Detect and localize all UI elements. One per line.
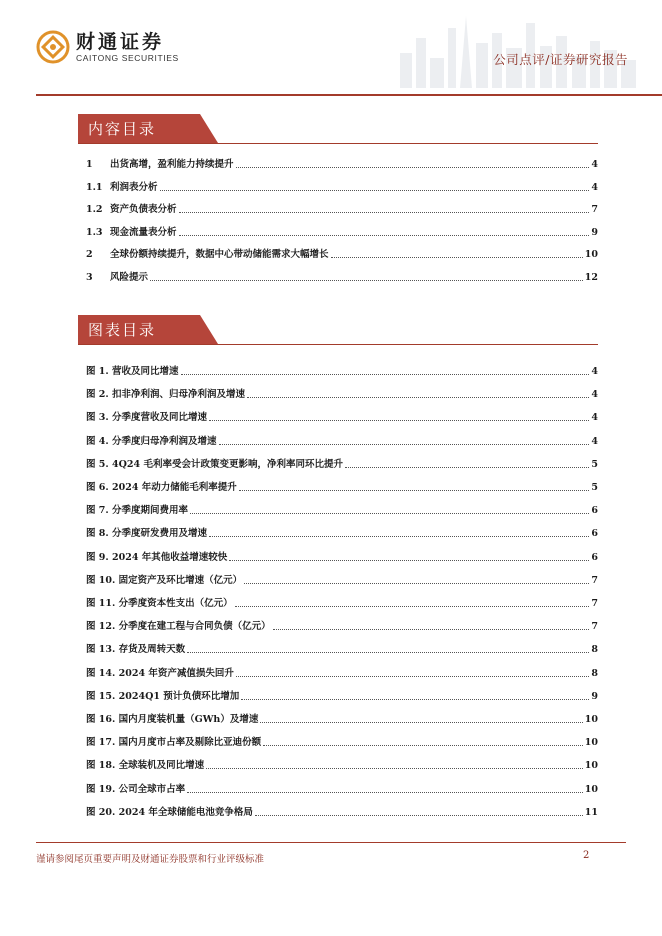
city-skyline-decoration (380, 8, 662, 88)
toc-item[interactable] (86, 223, 598, 239)
figure-item-page: 11 (584, 806, 598, 818)
leader-dots (209, 420, 589, 421)
leader-dots (150, 280, 583, 281)
figure-item[interactable] (86, 548, 598, 564)
figure-item-page: 10 (584, 714, 598, 725)
leader-dots (244, 583, 589, 584)
figure-item[interactable] (86, 687, 598, 703)
brand-name-en: CAITONG SECURITIES (76, 52, 179, 63)
toc-item-page: 9 (591, 226, 598, 238)
figure-item-title: 图 19. 公司全球市占率 (86, 783, 186, 795)
toc-item[interactable] (86, 245, 598, 261)
leader-dots (241, 699, 589, 700)
figure-item[interactable] (86, 478, 598, 494)
figure-item[interactable] (86, 571, 598, 587)
figure-item-page: 10 (584, 783, 598, 795)
figure-item-title: 图 5. 4Q24 毛利率受会计政策变更影响，净利率同环比提升 (86, 458, 343, 470)
figure-item-page: 4 (591, 412, 598, 424)
toc-item-title: 风险提示 (110, 272, 149, 283)
figure-item[interactable] (86, 408, 598, 424)
figure-item-title: 图 20. 2024 年全球储能电池竞争格局 (86, 806, 253, 818)
figure-item-page: 8 (591, 667, 598, 679)
figure-item-page: 6 (591, 505, 598, 517)
figure-item-page: 6 (591, 551, 598, 563)
figure-item-title: 图 9. 2024 年其他收益增速较快 (86, 551, 228, 563)
leader-dots (255, 815, 583, 816)
figure-item-title: 图 14. 2024 年资产减值损失回升 (86, 667, 234, 679)
figure-item-page: 10 (584, 760, 598, 772)
figure-item-title: 图 10. 固定资产及环比增速（亿元） (86, 574, 243, 586)
toc-item-title: 利润表分析 (110, 181, 158, 193)
toc-item-title: 全球份额持续提升，数据中心带动储能需求大幅增长 (110, 249, 329, 261)
leader-dots (179, 235, 590, 236)
figure-item-page: 10 (584, 737, 598, 749)
toc-item-number: 1.3 (86, 226, 103, 238)
toc-item[interactable] (86, 200, 598, 216)
toc-item-number: 1 (86, 159, 93, 170)
figure-item-title: 图 2. 扣非净利润、归母净利润及增速 (86, 389, 246, 401)
figure-item-title: 图 12. 分季度在建工程与合同负债（亿元） (86, 621, 271, 633)
figure-item[interactable] (86, 362, 598, 378)
caitong-logo-icon (36, 30, 70, 64)
leader-dots (235, 606, 590, 607)
leader-dots (345, 467, 589, 468)
figure-item-title: 图 7. 分季度期间费用率 (86, 505, 189, 517)
figures-banner (78, 315, 598, 345)
figure-item-title: 图 6. 2024 年动力储能毛利率提升 (86, 482, 237, 493)
figure-item[interactable] (86, 432, 598, 448)
figure-item[interactable] (86, 803, 598, 819)
figure-item-page: 8 (591, 644, 598, 656)
toc-item-number: 1.1 (86, 181, 103, 193)
figure-item-page: 7 (591, 574, 598, 586)
leader-dots (247, 397, 589, 398)
figure-item-page: 9 (591, 690, 598, 702)
figure-item-page: 4 (591, 366, 598, 377)
figure-item[interactable] (86, 710, 598, 726)
toc-item-page: 10 (584, 249, 598, 261)
figure-item-title: 图 18. 全球装机及同比增速 (86, 760, 205, 772)
leader-dots (179, 212, 590, 213)
figure-item-title: 图 17. 国内月度市占率及剔除比亚迪份额 (86, 737, 262, 749)
leader-dots (181, 374, 590, 375)
toc-item[interactable] (86, 155, 598, 171)
toc-item-title: 现金流量表分析 (110, 226, 177, 238)
brand-logo (36, 30, 179, 64)
figure-item[interactable] (86, 501, 598, 517)
leader-dots (239, 490, 590, 491)
toc-item-number: 3 (86, 272, 93, 283)
page-header (0, 0, 662, 96)
figure-item[interactable] (86, 617, 598, 633)
figure-item-page: 6 (591, 528, 598, 540)
figure-item-title: 图 3. 分季度营收及同比增速 (86, 412, 208, 424)
figure-item-title: 图 8. 分季度研发费用及增速 (86, 528, 208, 540)
leader-dots (187, 652, 589, 653)
footer-disclaimer: 谨请参阅尾页重要声明及财通证券股票和行业评级标准 (36, 854, 265, 865)
figure-item[interactable] (86, 385, 598, 401)
figure-item[interactable] (86, 640, 598, 656)
figure-item[interactable] (86, 594, 598, 610)
figure-item[interactable] (86, 664, 598, 680)
header-divider (36, 94, 662, 96)
figure-item-title: 图 4. 分季度归母净利润及增速 (86, 435, 217, 447)
figure-item-page: 5 (591, 458, 598, 470)
toc-item[interactable] (86, 178, 598, 194)
toc-item-number: 2 (86, 249, 93, 261)
leader-dots (190, 513, 589, 514)
figure-item-title: 图 15. 2024Q1 预计负债环比增加 (86, 690, 240, 702)
toc-item-number: 1.2 (86, 204, 103, 216)
toc-item-title: 资产负债表分析 (110, 204, 177, 216)
figure-item-page: 7 (591, 621, 598, 633)
leader-dots (209, 536, 589, 537)
leader-dots (219, 444, 590, 445)
leader-dots (160, 190, 590, 191)
figures-title: 图表目录 (88, 321, 157, 339)
figure-item[interactable] (86, 733, 598, 749)
toc-item-page: 7 (591, 204, 598, 216)
figure-item-title: 图 13. 存货及周转天数 (86, 644, 186, 656)
figure-item-page: 4 (591, 389, 598, 401)
leader-dots (236, 676, 589, 677)
figure-item[interactable] (86, 756, 598, 772)
leader-dots (260, 722, 582, 723)
toc-item[interactable] (86, 268, 598, 284)
figure-item[interactable] (86, 524, 598, 540)
leader-dots (236, 167, 590, 168)
banner-underline (78, 143, 598, 144)
footer-divider (36, 842, 626, 843)
toc-item-title: 出货高增，盈利能力持续提升 (110, 159, 234, 170)
figure-item[interactable] (86, 780, 598, 796)
report-type-label: 公司点评/证券研究报告 (493, 52, 628, 67)
figure-item-page: 5 (591, 482, 598, 493)
figure-item[interactable] (86, 455, 598, 471)
figure-item-page: 7 (591, 598, 598, 609)
figure-item-title: 图 11. 分季度资本性支出（亿元） (86, 598, 233, 609)
figure-item-page: 4 (591, 435, 598, 447)
leader-dots (229, 560, 589, 561)
contents-title: 内容目录 (88, 120, 157, 138)
leader-dots (263, 745, 583, 746)
figure-item-title: 图 1. 营收及同比增速 (86, 366, 179, 377)
leader-dots (331, 257, 583, 258)
banner-underline (78, 344, 598, 345)
toc-item-page: 4 (591, 159, 598, 170)
leader-dots (273, 629, 590, 630)
figure-item-title: 图 16. 国内月度装机量（GWh）及增速 (86, 714, 259, 725)
contents-banner (78, 114, 598, 144)
toc-item-page: 12 (584, 272, 598, 283)
leader-dots (187, 792, 583, 793)
toc-item-page: 4 (591, 181, 598, 193)
page-number: 2 (583, 850, 590, 861)
leader-dots (206, 768, 583, 769)
brand-name-cn: 财通证券 (76, 30, 165, 53)
